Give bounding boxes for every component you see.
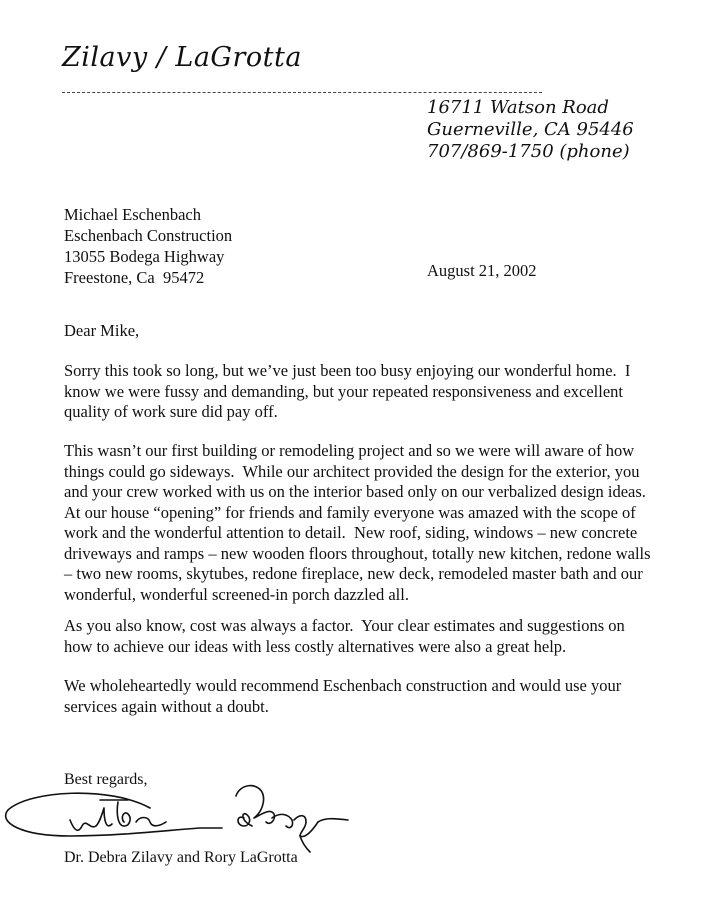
handwritten-signature	[0, 778, 370, 858]
sender-address	[427, 97, 634, 163]
text-line: This wasn’t our first building or remodeling project and so we were will aware of how	[64, 441, 635, 460]
text-line: and your crew worked with us on the interior based only on our verbalized design ideas.	[64, 482, 646, 501]
text-line: services again without a doubt.	[64, 696, 269, 716]
text-line: Sorry this took so long, but we’ve just been too busy enjoying our wonderful home. I	[64, 361, 631, 380]
text-line: – two new rooms, skytubes, redone fireplace, new deck, remodeled master bath and our	[64, 564, 643, 583]
body-paragraph-1	[64, 361, 664, 423]
signatories: Dr. Debra Zilavy and Rory LaGrotta	[64, 849, 298, 866]
text-line: At our house “opening” for friends and family everyone was amazed with the scope of	[64, 502, 636, 522]
salutation: Dear Mike,	[64, 321, 140, 340]
recipient-address	[64, 204, 232, 288]
letter-date: August 21, 2002	[427, 261, 537, 280]
letterhead-divider	[62, 92, 542, 93]
recipient-company: Eschenbach Construction	[64, 226, 233, 245]
text-line: work and the wonderful attention to detail. New roof, siding, windows – new concrete	[64, 523, 638, 542]
body-paragraph-3	[64, 616, 664, 657]
text-line: driveways and ramps – new wooden floors throughout, totally new kitchen, redone walls	[64, 543, 651, 563]
sender-street: 16711 Watson Road	[427, 97, 609, 118]
text-line: how to achieve our ideas with less costly alternatives were also a great help.	[64, 636, 567, 656]
text-line: As you also know, cost was always a factor. Your clear estimates and suggestions on	[64, 616, 625, 635]
body-paragraph-4	[64, 676, 664, 717]
text-line: things could go sideways. While our architect provided the design for the exterior, you	[64, 461, 640, 481]
sender-phone: 707/869-1750 (phone)	[427, 141, 630, 162]
letterhead-name: Zilavy / LaGrotta	[62, 42, 302, 73]
closing: Best regards,	[64, 771, 148, 788]
body-paragraph-2	[64, 441, 664, 605]
recipient-name: Michael Eschenbach	[64, 205, 201, 224]
text-line: We wholeheartedly would recommend Eschenbach construction and would use your	[64, 676, 622, 695]
text-line: know we were fussy and demanding, but your repeated responsiveness and excellent	[64, 381, 623, 401]
text-line: quality of work sure did pay off.	[64, 402, 278, 421]
recipient-street: 13055 Bodega Highway	[64, 247, 225, 266]
sender-city: Guerneville, CA 95446	[427, 119, 634, 140]
recipient-city: Freestone, Ca 95472	[64, 268, 205, 287]
text-line: wonderful, wonderful screened-in porch dazzled all.	[64, 584, 409, 604]
